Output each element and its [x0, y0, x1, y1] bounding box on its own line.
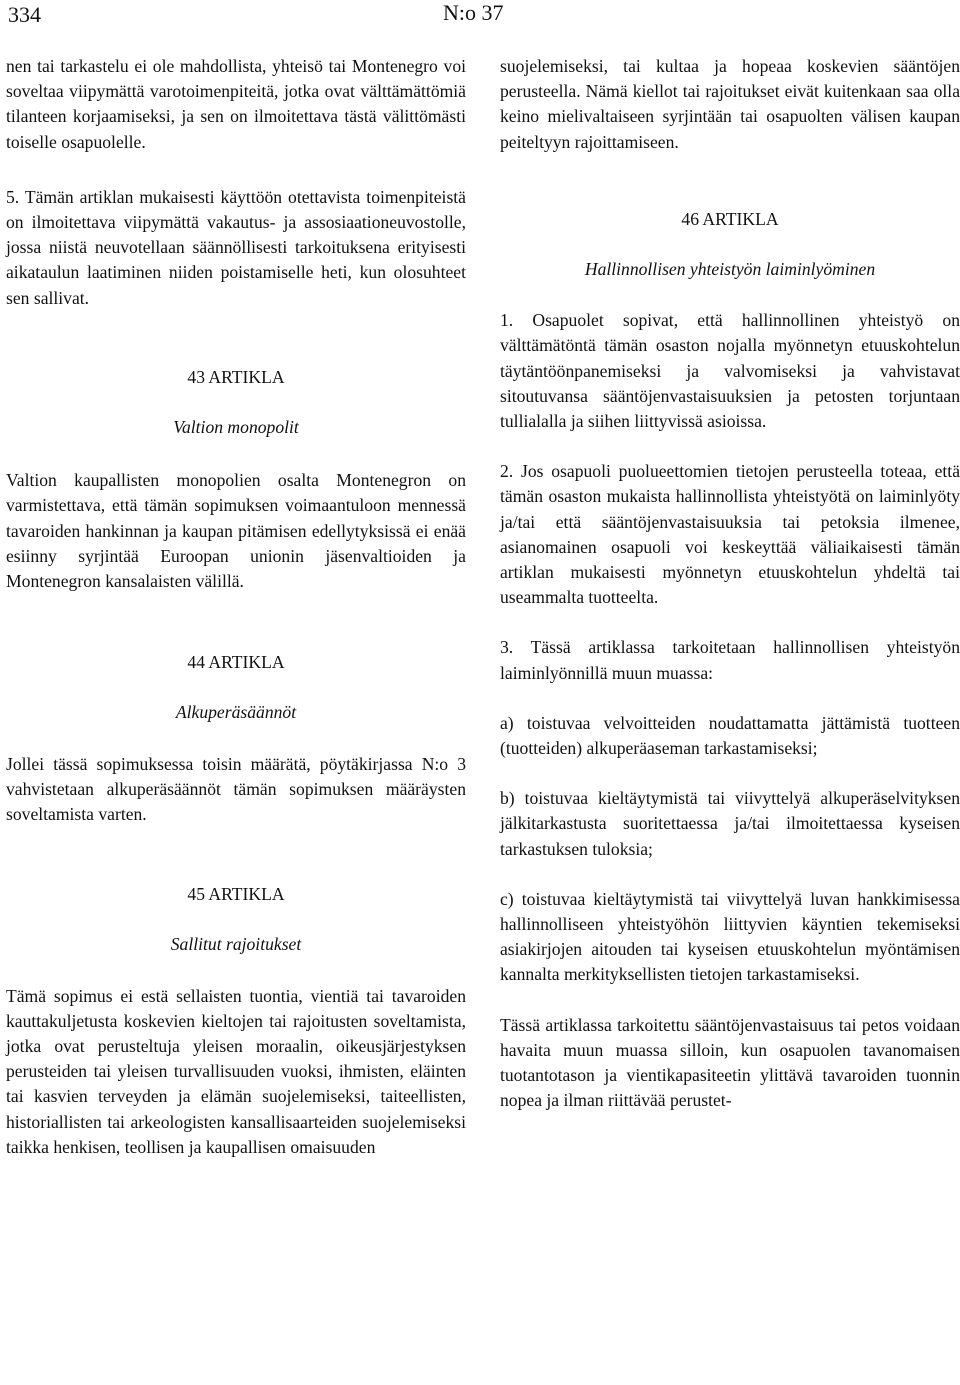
paragraph-5: 5. Tämän artiklan mukaisesti käyttöön otettavista toimenpiteistä on ilmoitettava viipymättä vakautus- ja assosiaationeuvostolle, jossa niistä neuvotellaan säännöllisesti tarkoituksena erityisesti aikataulun laatiminen niiden poistamiselle heti, kun olosuhteet sen sallivat.: [6, 186, 466, 308]
article-44-text: Jollei tässä sopimuksessa toisin määrätä, pöytäkirjassa N:o 3 vahvistetaan alkuperäsäännöt tämän sopimuksen määräysten soveltamista varten.: [6, 753, 466, 825]
article-46-heading: 46 ARTIKLA: [681, 208, 779, 229]
article-46-item-b: b) toistuvaa kieltäytymistä tai viivyttelyä alkuperäselvityksen jälkitarkastusta suoritettaessa ja/tai ilmoitettaessa kyseisen tarkastuksen tuloksia;: [500, 788, 960, 859]
article-44-title: Alkuperäsäännöt: [175, 702, 297, 723]
article-46-item-c: c) toistuvaa kieltäytymistä tai viivyttelyä luvan hankkimisessa hallinnolliseen yhteistyöhön liittyvien käyntien tekemiseksi asiakirjojen aitouden tai kyseisen etuuskohtelun myöntämisen kannalta merkityksellisten tietojen tarkastamiseksi.: [500, 888, 960, 985]
article-45-heading: 45 ARTIKLA: [187, 884, 285, 905]
article-46-title: Hallinnollisen yhteistyön laiminlyöminen: [584, 259, 876, 280]
article-46-paragraph-3: 3. Tässä artiklassa tarkoitetaan hallinnollisen yhteistyön laiminlyönnillä muun muassa:: [500, 637, 960, 683]
article-45-text: Tämä sopimus ei estä sellaisten tuontia, vientiä tai tavaroiden kauttakuljetusta koskevien kieltojen tai rajoitusten soveltamista, jotka ovat perusteltuja yleisen moraalin, oikeusjärjestyksen perusteiden tai yleisen turvallisuuden vuoksi, ihmisten, eläinten tai kasvien terveyden ja elämän suojelemiseksi, taiteellisten, historiallisten tai arkeologisten kansallisaarteiden suojelemiseksi taikka henkisen, teollisen ja kaupallisen omaisuuden: [6, 985, 466, 1157]
running-head: N:o 37: [443, 0, 504, 25]
article-46-closing-paragraph: Tässä artiklassa tarkoitettu sääntöjenvastaisuus tai petos voidaan havaita muun muassa silloin, kun osapuolen tavanomaisen tuotantotason ja vientikapasiteetin ylittävä tavaroiden tuonnin nopea ja ilman riittävää perustet-: [500, 1014, 960, 1111]
article-45-title: Sallitut rajoitukset: [170, 934, 302, 955]
paragraph-continuation-right: suojelemiseksi, tai kultaa ja hopeaa koskevien sääntöjen perusteella. Nämä kiellot tai rajoitukset eivät kuitenkaan saa olla keino mielivaltaiseen syrjintään tai osapuolten välisen kaupan peiteltyyn rajoittamiseen.: [500, 56, 960, 152]
paragraph-continuation: nen tai tarkastelu ei ole mahdollista, yhteisö tai Montenegro voi soveltaa viipymättä varotoimenpiteitä, jotka ovat välttämättömiä tilanteen korjaamiseksi, ja sen on ilmoitettava tästä välittömästi toiselle osapuolelle.: [6, 56, 466, 152]
article-46-paragraph-1: 1. Osapuolet sopivat, että hallinnollinen yhteistyö on välttämätöntä tämän osaston nojalla myönnetyn etuuskohtelun täytäntöönpanemiseksi ja valvomiseksi ja vahvistavat sitoutuvansa sääntöjenvastaisuuksien ja petosten torjuntaan tullialalla ja siihen liittyvissä asioissa.: [500, 310, 960, 432]
article-46-paragraph-2: 2. Jos osapuoli puolueettomien tietojen perusteella toteaa, että tämän osaston mukaista hallinnollista yhteistyötä on laiminlyöty ja/tai että sääntöjenvastaisuuksia tai petoksia ilmenee, asianomainen osapuoli voi keskeyttää väliaikaisesti tämän artiklan mukaisesti myönnetyn etuuskohtelun yhdeltä tai useammalta tuotteelta.: [500, 461, 960, 608]
left-column: [6, 54, 466, 1160]
article-43-text: Valtion kaupallisten monopolien osalta Montenegron on varmistettava, että tämän sopimuksen voimaantuloon mennessä tavaroiden hankinnan ja kaupan pitämisen edellytyksissä ei enää esiinny syrjintää Euroopan unionin jäsenvaltioiden ja Montenegron kansalaisten välillä.: [6, 470, 466, 592]
article-43-heading: 43 ARTIKLA: [187, 366, 285, 387]
article-46-item-a: a) toistuvaa velvoitteiden noudattamatta jättämistä tuotteen (tuotteiden) alkuperäaseman tarkastamiseksi;: [500, 712, 960, 759]
page-number: 334: [8, 2, 41, 27]
right-column: [500, 54, 960, 1114]
article-43-title: Valtion monopolit: [173, 417, 299, 438]
article-44-heading: 44 ARTIKLA: [187, 652, 285, 673]
